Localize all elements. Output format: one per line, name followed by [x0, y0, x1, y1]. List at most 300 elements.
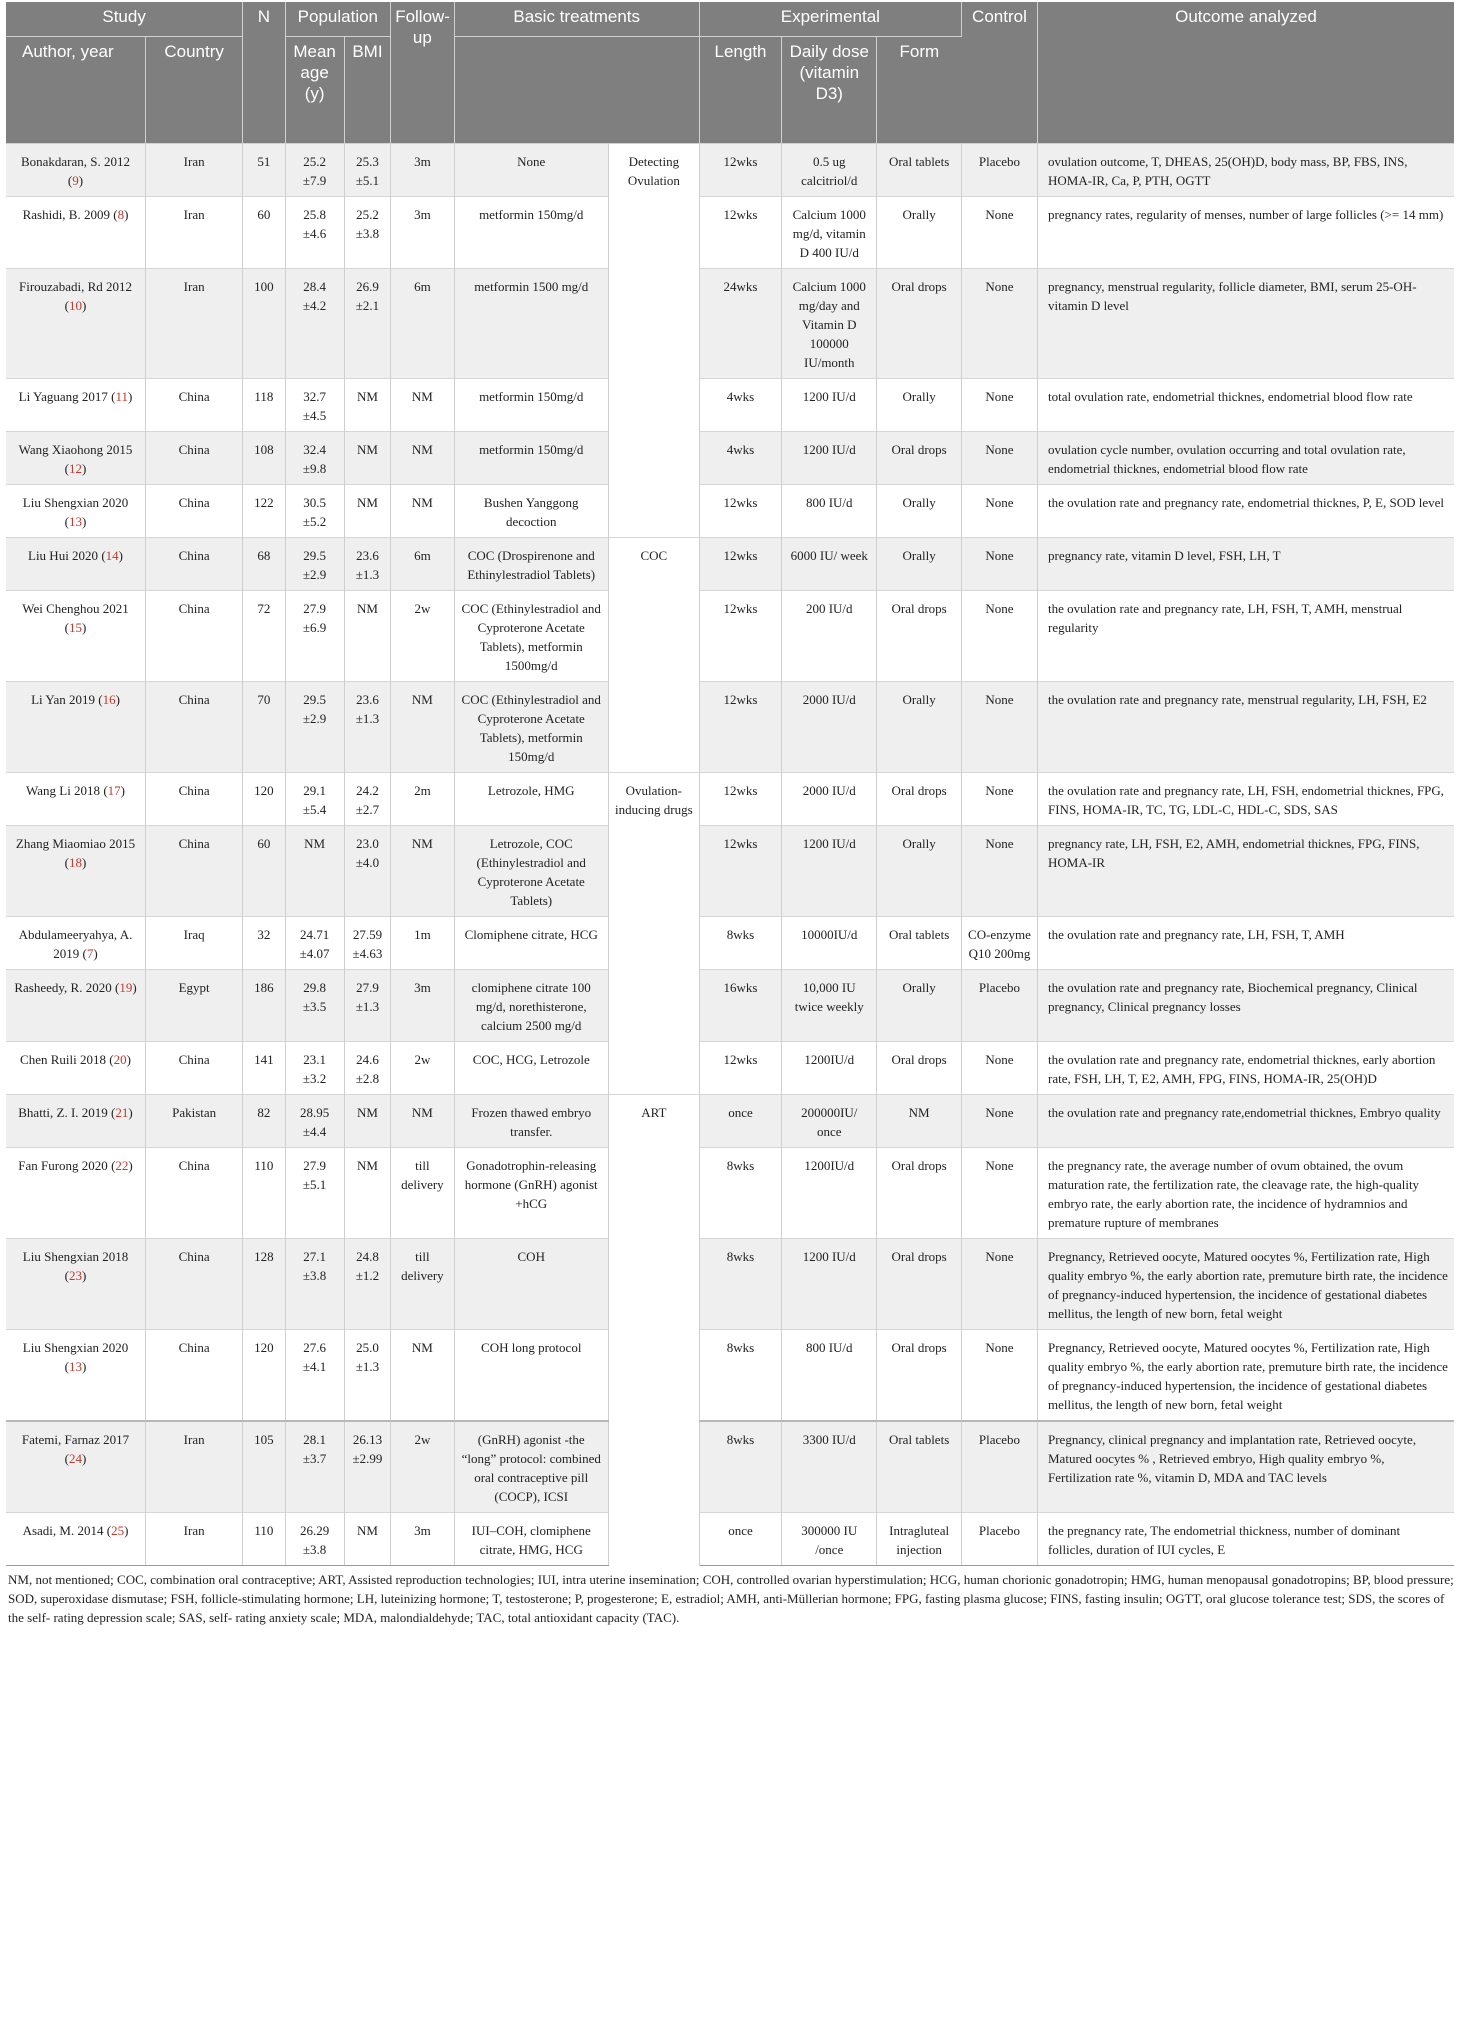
sample-size-cell: 122 — [243, 485, 285, 538]
reference-link[interactable]: 20 — [113, 1052, 127, 1067]
country-cell: Iran — [146, 1513, 243, 1566]
header-author-year: Author, year — [6, 37, 146, 144]
outcome-cell: the ovulation rate and pregnancy rate, LH, FSH, T, AMH, menstrual regularity — [1038, 591, 1455, 682]
length-cell: 16wks — [699, 970, 781, 1042]
author-name: Fan Furong 2020 — [18, 1158, 108, 1173]
table-row — [6, 1239, 1454, 1330]
study-author-year: Liu Shengxian 2020 (13) — [6, 485, 146, 538]
header-control: Control — [961, 2, 1037, 144]
study-author-year: Fan Furong 2020 (22) — [6, 1148, 146, 1239]
control-cell: Placebo — [961, 1421, 1037, 1513]
country-cell: China — [146, 379, 243, 432]
table-row — [6, 1042, 1454, 1095]
study-author-year: Asadi, M. 2014 (25) — [6, 1513, 146, 1566]
author-name: Wang Xiaohong 2015 — [18, 442, 133, 457]
form-cell: Orally — [877, 538, 962, 591]
country-cell: China — [146, 773, 243, 826]
sample-size-cell: 110 — [243, 1513, 285, 1566]
sample-size-cell: 100 — [243, 269, 285, 379]
form-cell: Orally — [877, 682, 962, 773]
mean-age-cell: 29.5 ±2.9 — [285, 682, 344, 773]
basic-treatment-cell: COC (Ethinylestradiol and Cyproterone Acetate Tablets), metformin 1500mg/d — [454, 591, 608, 682]
table-row — [6, 197, 1454, 269]
followup-cell: NM — [391, 1095, 454, 1148]
form-cell: Oral drops — [877, 432, 962, 485]
daily-dose-cell: 6000 IU/ week — [782, 538, 877, 591]
basic-treatment-cell: COC (Ethinylestradiol and Cyproterone Acetate Tablets), metformin 150mg/d — [454, 682, 608, 773]
country-cell: Iran — [146, 1421, 243, 1513]
study-author-year: Fatemi, Farnaz 2017 (24) — [6, 1421, 146, 1513]
daily-dose-cell: Calcium 1000 mg/day and Vitamin D 100000 IU/month — [782, 269, 877, 379]
table-row — [6, 1421, 1454, 1513]
form-cell: Oral drops — [877, 269, 962, 379]
length-cell: 12wks — [699, 485, 781, 538]
author-name: Liu Shengxian 2020 — [22, 495, 129, 510]
followup-cell: 3m — [391, 970, 454, 1042]
table-row — [6, 144, 1454, 197]
study-author-year: Firouzabadi, Rd 2012 (10) — [6, 269, 146, 379]
outcome-cell: the ovulation rate and pregnancy rate, Biochemical pregnancy, Clinical pregnancy, Clinical pregnancy losses — [1038, 970, 1455, 1042]
control-cell: None — [961, 1095, 1037, 1148]
outcome-cell: the ovulation rate and pregnancy rate, endometrial thicknes, early abortion rate, FSH, LH, T, E2, AMH, FPG, FINS, HOMA-IR, 25(OH)D — [1038, 1042, 1455, 1095]
length-cell: 12wks — [699, 682, 781, 773]
daily-dose-cell: 10,000 IU twice weekly — [782, 970, 877, 1042]
outcome-cell: pregnancy rate, vitamin D level, FSH, LH, T — [1038, 538, 1455, 591]
reference-link[interactable]: 10 — [69, 298, 82, 313]
outcome-cell: total ovulation rate, endometrial thicknes, endometrial blood flow rate — [1038, 379, 1455, 432]
header-bmi: BMI — [344, 37, 391, 144]
bmi-cell: 25.0 ±1.3 — [344, 1330, 391, 1422]
reference-link[interactable]: 19 — [119, 980, 133, 995]
outcome-cell: the ovulation rate and pregnancy rate,endometrial thicknes, Embryo quality — [1038, 1095, 1455, 1148]
mean-age-cell: 29.5 ±2.9 — [285, 538, 344, 591]
basic-treatment-cell: Letrozole, HMG — [454, 773, 608, 826]
reference-link[interactable]: 7 — [86, 946, 94, 961]
followup-cell: 1m — [391, 917, 454, 970]
study-author-year: Li Yan 2019 (16) — [6, 682, 146, 773]
sample-size-cell: 72 — [243, 591, 285, 682]
reference-link[interactable]: 22 — [115, 1158, 129, 1173]
outcome-cell: the ovulation rate and pregnancy rate, LH, FSH, T, AMH — [1038, 917, 1455, 970]
table-row — [6, 826, 1454, 917]
form-cell: Orally — [877, 826, 962, 917]
form-cell: Oral drops — [877, 1239, 962, 1330]
daily-dose-cell: 300000 IU /once — [782, 1513, 877, 1566]
table-row — [6, 773, 1454, 826]
table-body — [6, 144, 1454, 1566]
sample-size-cell: 120 — [243, 1330, 285, 1422]
length-cell: 12wks — [699, 538, 781, 591]
length-cell: 24wks — [699, 269, 781, 379]
mean-age-cell: 23.1 ±3.2 — [285, 1042, 344, 1095]
length-cell: 12wks — [699, 591, 781, 682]
treatment-group-label: COC — [608, 538, 699, 773]
form-cell: Oral drops — [877, 1042, 962, 1095]
mean-age-cell: 27.1 ±3.8 — [285, 1239, 344, 1330]
study-author-year: Liu Shengxian 2018 (23) — [6, 1239, 146, 1330]
reference-link[interactable]: 24 — [69, 1451, 82, 1466]
daily-dose-cell: 2000 IU/d — [782, 682, 877, 773]
basic-treatment-cell: (GnRH) agonist -the “long” protocol: combined oral contraceptive pill (COCP), ICSI — [454, 1421, 608, 1513]
length-cell: 8wks — [699, 917, 781, 970]
form-cell: Orally — [877, 379, 962, 432]
author-name: Li Yan 2019 — [31, 692, 95, 707]
country-cell: China — [146, 1330, 243, 1422]
mean-age-cell: 27.9 ±6.9 — [285, 591, 344, 682]
study-author-year: Wang Li 2018 (17) — [6, 773, 146, 826]
bmi-cell: NM — [344, 432, 391, 485]
sample-size-cell: 32 — [243, 917, 285, 970]
length-cell: 8wks — [699, 1330, 781, 1422]
followup-cell: NM — [391, 432, 454, 485]
followup-cell: 6m — [391, 269, 454, 379]
table-row — [6, 682, 1454, 773]
mean-age-cell: 32.4 ±9.8 — [285, 432, 344, 485]
followup-cell: 2m — [391, 773, 454, 826]
followup-cell: 2w — [391, 591, 454, 682]
author-name: Liu Shengxian 2018 — [22, 1249, 129, 1264]
header-n: N — [243, 2, 285, 144]
control-cell: CO-enzyme Q10 200mg — [961, 917, 1037, 970]
bmi-cell: 23.6 ±1.3 — [344, 538, 391, 591]
author-name: Firouzabadi, Rd 2012 — [18, 279, 132, 294]
daily-dose-cell: 1200IU/d — [782, 1148, 877, 1239]
daily-dose-cell: 1200 IU/d — [782, 432, 877, 485]
reference-link[interactable]: 17 — [107, 783, 121, 798]
mean-age-cell: 28.4 ±4.2 — [285, 269, 344, 379]
study-author-year: Wei Chenghou 2021 (15) — [6, 591, 146, 682]
author-name: Zhang Miaomiao 2015 — [15, 836, 136, 851]
control-cell: None — [961, 826, 1037, 917]
header-outcome: Outcome analyzed — [1038, 2, 1455, 144]
bmi-cell: 26.9 ±2.1 — [344, 269, 391, 379]
basic-treatment-cell: None — [454, 144, 608, 197]
study-author-year: Bonakdaran, S. 2012 (9) — [6, 144, 146, 197]
sample-size-cell: 51 — [243, 144, 285, 197]
author-name: Rashidi, B. 2009 — [22, 207, 110, 222]
bmi-cell: 23.6 ±1.3 — [344, 682, 391, 773]
outcome-cell: ovulation outcome, T, DHEAS, 25(OH)D, body mass, BP, FBS, INS, HOMA-IR, Ca, P, PTH, OGTT — [1038, 144, 1455, 197]
sample-size-cell: 60 — [243, 197, 285, 269]
mean-age-cell: 27.9 ±5.1 — [285, 1148, 344, 1239]
bmi-cell: NM — [344, 379, 391, 432]
header-basic-treatments: Basic treatments — [454, 2, 699, 37]
followup-cell: NM — [391, 682, 454, 773]
bmi-cell: 24.6 ±2.8 — [344, 1042, 391, 1095]
mean-age-cell: 25.8 ±4.6 — [285, 197, 344, 269]
followup-cell: 2w — [391, 1042, 454, 1095]
country-cell: China — [146, 485, 243, 538]
table-row — [6, 1148, 1454, 1239]
country-cell: Iran — [146, 269, 243, 379]
reference-link[interactable]: 16 — [102, 692, 116, 707]
mean-age-cell: NM — [285, 826, 344, 917]
table-row — [6, 485, 1454, 538]
header-daily-dose: Daily dose (vitamin D3) — [782, 37, 877, 144]
country-cell: China — [146, 682, 243, 773]
length-cell: 12wks — [699, 144, 781, 197]
sample-size-cell: 120 — [243, 773, 285, 826]
country-cell: Iraq — [146, 917, 243, 970]
author-name: Wang Li 2018 — [26, 783, 101, 798]
table-row — [6, 538, 1454, 591]
basic-treatment-cell: IUI–COH, clomiphene citrate, HMG, HCG — [454, 1513, 608, 1566]
author-name: Chen Ruili 2018 — [20, 1052, 106, 1067]
basic-treatment-cell: metformin 150mg/d — [454, 197, 608, 269]
reference-link[interactable]: 13 — [69, 1359, 82, 1374]
control-cell: Placebo — [961, 144, 1037, 197]
mean-age-cell: 25.2 ±7.9 — [285, 144, 344, 197]
basic-treatment-cell: metformin 150mg/d — [454, 432, 608, 485]
daily-dose-cell: 2000 IU/d — [782, 773, 877, 826]
header-experimental: Experimental — [699, 2, 961, 37]
reference-link[interactable]: 18 — [69, 855, 82, 870]
country-cell: China — [146, 538, 243, 591]
control-cell: None — [961, 485, 1037, 538]
country-cell: Iran — [146, 144, 243, 197]
length-cell: 12wks — [699, 773, 781, 826]
basic-treatment-cell: Frozen thawed embryo transfer. — [454, 1095, 608, 1148]
bmi-cell: NM — [344, 1095, 391, 1148]
control-cell: None — [961, 1239, 1037, 1330]
length-cell: 4wks — [699, 379, 781, 432]
author-name: Bhatti, Z. I. 2019 — [18, 1105, 108, 1120]
form-cell: Orally — [877, 970, 962, 1042]
outcome-cell: Pregnancy, clinical pregnancy and implantation rate, Retrieved oocyte, Matured oocytes % , Retrieved embryo, High quality embryo %, Fertilization rate %, vitamin D, MDA and TAC levels — [1038, 1421, 1455, 1513]
reference-link[interactable]: 25 — [111, 1523, 125, 1538]
length-cell: once — [699, 1513, 781, 1566]
bmi-cell: NM — [344, 1148, 391, 1239]
control-cell: None — [961, 1330, 1037, 1422]
bmi-cell: 24.8 ±1.2 — [344, 1239, 391, 1330]
table-row — [6, 917, 1454, 970]
followup-cell: NM — [391, 826, 454, 917]
control-cell: None — [961, 1148, 1037, 1239]
daily-dose-cell: 0.5 ug calcitriol/d — [782, 144, 877, 197]
basic-treatment-cell: COH long protocol — [454, 1330, 608, 1422]
control-cell: None — [961, 269, 1037, 379]
reference-link[interactable]: 9 — [72, 173, 79, 188]
country-cell: Egypt — [146, 970, 243, 1042]
study-author-year: Rashidi, B. 2009 (8) — [6, 197, 146, 269]
study-author-year: Chen Ruili 2018 (20) — [6, 1042, 146, 1095]
header-followup: Follow-up — [391, 2, 454, 144]
control-cell: None — [961, 773, 1037, 826]
daily-dose-cell: 1200IU/d — [782, 1042, 877, 1095]
followup-cell: NM — [391, 485, 454, 538]
basic-treatment-cell: metformin 150mg/d — [454, 379, 608, 432]
daily-dose-cell: 1200 IU/d — [782, 379, 877, 432]
country-cell: China — [146, 432, 243, 485]
form-cell: Oral drops — [877, 1148, 962, 1239]
mean-age-cell: 26.29 ±3.8 — [285, 1513, 344, 1566]
form-cell: Oral drops — [877, 773, 962, 826]
country-cell: China — [146, 826, 243, 917]
header-population: Population — [285, 2, 391, 37]
reference-link[interactable]: 15 — [69, 620, 82, 635]
daily-dose-cell: 3300 IU/d — [782, 1421, 877, 1513]
treatment-group-label: ART — [608, 1095, 699, 1566]
length-cell: 12wks — [699, 197, 781, 269]
outcome-cell: pregnancy rate, LH, FSH, E2, AMH, endometrial thicknes, FPG, FINS, HOMA-IR — [1038, 826, 1455, 917]
form-cell: Oral tablets — [877, 1421, 962, 1513]
country-cell: Pakistan — [146, 1095, 243, 1148]
author-name: Li Yaguang 2017 — [18, 389, 108, 404]
table-row — [6, 970, 1454, 1042]
table-row — [6, 432, 1454, 485]
author-name: Fatemi, Farnaz 2017 — [21, 1432, 130, 1447]
header-length: Length — [699, 37, 781, 144]
study-author-year: Rasheedy, R. 2020 (19) — [6, 970, 146, 1042]
length-cell: once — [699, 1095, 781, 1148]
sample-size-cell: 60 — [243, 826, 285, 917]
form-cell: Intragluteal injection — [877, 1513, 962, 1566]
study-author-year: Wang Xiaohong 2015 (12) — [6, 432, 146, 485]
followup-cell: 6m — [391, 538, 454, 591]
table-row — [6, 379, 1454, 432]
header-country: Country — [146, 37, 243, 144]
sample-size-cell: 70 — [243, 682, 285, 773]
sample-size-cell: 108 — [243, 432, 285, 485]
sample-size-cell: 118 — [243, 379, 285, 432]
sample-size-cell: 128 — [243, 1239, 285, 1330]
bmi-cell: NM — [344, 1513, 391, 1566]
form-cell: Oral tablets — [877, 917, 962, 970]
table-container — [6, 2, 1454, 1627]
basic-treatment-cell: metformin 1500 mg/d — [454, 269, 608, 379]
table-row — [6, 1513, 1454, 1566]
table-footnote: NM, not mentioned; COC, combination oral contraceptive; ART, Assisted reproduction technologies; IUI, intra uterine insemination; COH, controlled ovarian hyperstimulation; HCG, human chorionic gonadotropin; HMG, human menopausal gonadotropins; BP, blood pressure; SOD, superoxidase dismutase; FSH, follicle-stimulating hormone; LH, luteinizing hormone; T, testosterone; P, progesterone; E, estradiol; AMH, anti-Müllerian hormone; FPG, fasting plasma glucose; FINS, fasting insulin; OGTT, oral glucose tolerance test; SDS, the scores of the self- rating depression scale; SAS, self- rating anxiety scale; MDA, malondialdehyde; TAC, total antioxidant capacity (TAC). — [8, 1572, 1454, 1625]
sample-size-cell: 110 — [243, 1148, 285, 1239]
followup-cell: till delivery — [391, 1148, 454, 1239]
control-cell: None — [961, 197, 1037, 269]
reference-link[interactable]: 11 — [115, 389, 128, 404]
mean-age-cell: 29.8 ±3.5 — [285, 970, 344, 1042]
basic-treatment-cell: Letrozole, COC (Ethinylestradiol and Cyproterone Acetate Tablets) — [454, 826, 608, 917]
outcome-cell: the ovulation rate and pregnancy rate, endometrial thicknes, P, E, SOD level — [1038, 485, 1455, 538]
author-name: Liu Hui 2020 — [28, 548, 99, 563]
daily-dose-cell: 1200 IU/d — [782, 1239, 877, 1330]
daily-dose-cell: 1200 IU/d — [782, 826, 877, 917]
control-cell: None — [961, 432, 1037, 485]
basic-treatment-cell: Clomiphene citrate, HCG — [454, 917, 608, 970]
mean-age-cell: 30.5 ±5.2 — [285, 485, 344, 538]
treatment-group-label: Detecting Ovulation — [608, 144, 699, 538]
country-cell: China — [146, 1042, 243, 1095]
sample-size-cell: 105 — [243, 1421, 285, 1513]
reference-link[interactable]: 23 — [69, 1268, 82, 1283]
study-author-year: Bhatti, Z. I. 2019 (21) — [6, 1095, 146, 1148]
header-basic-sub — [454, 37, 699, 144]
treatment-group-label: Ovulation-inducing drugs — [608, 773, 699, 1095]
followup-cell: 2w — [391, 1421, 454, 1513]
reference-link[interactable]: 21 — [115, 1105, 129, 1120]
author-name: Abdulameeryahya, A. 2019 — [18, 927, 133, 961]
followup-cell: 3m — [391, 1513, 454, 1566]
study-author-year: Abdulameeryahya, A. 2019 (7) — [6, 917, 146, 970]
outcome-cell: the ovulation rate and pregnancy rate, menstrual regularity, LH, FSH, E2 — [1038, 682, 1455, 773]
daily-dose-cell: 800 IU/d — [782, 1330, 877, 1422]
reference-link[interactable]: 12 — [69, 461, 82, 476]
control-cell: None — [961, 538, 1037, 591]
followup-cell: 3m — [391, 197, 454, 269]
country-cell: Iran — [146, 197, 243, 269]
followup-cell: till delivery — [391, 1239, 454, 1330]
study-author-year: Li Yaguang 2017 (11) — [6, 379, 146, 432]
length-cell: 8wks — [699, 1421, 781, 1513]
length-cell: 4wks — [699, 432, 781, 485]
outcome-cell: pregnancy, menstrual regularity, follicle diameter, BMI, serum 25-OH-vitamin D level — [1038, 269, 1455, 379]
daily-dose-cell: 200 IU/d — [782, 591, 877, 682]
length-cell: 8wks — [699, 1148, 781, 1239]
reference-link[interactable]: 14 — [105, 548, 119, 563]
control-cell: None — [961, 682, 1037, 773]
basic-treatment-cell: clomiphene citrate 100 mg/d, norethisterone, calcium 2500 mg/d — [454, 970, 608, 1042]
outcome-cell: ovulation cycle number, ovulation occurring and total ovulation rate, endometrial thicknes, endometrial blood flow rate — [1038, 432, 1455, 485]
outcome-cell: the pregnancy rate, The endometrial thickness, number of dominant follicles, duration of IUI cycles, E — [1038, 1513, 1455, 1566]
mean-age-cell: 32.7 ±4.5 — [285, 379, 344, 432]
reference-link[interactable]: 13 — [69, 514, 82, 529]
sample-size-cell: 82 — [243, 1095, 285, 1148]
header-mean-age: Mean age (y) — [285, 37, 344, 144]
control-cell: Placebo — [961, 1513, 1037, 1566]
sample-size-cell: 68 — [243, 538, 285, 591]
country-cell: China — [146, 591, 243, 682]
basic-treatment-cell: Bushen Yanggong decoction — [454, 485, 608, 538]
daily-dose-cell: 10000IU/d — [782, 917, 877, 970]
bmi-cell: 23.0 ±4.0 — [344, 826, 391, 917]
header-study: Study — [6, 2, 243, 37]
mean-age-cell: 28.95 ±4.4 — [285, 1095, 344, 1148]
outcome-cell: pregnancy rates, regularity of menses, number of large follicles (>= 14 mm) — [1038, 197, 1455, 269]
control-cell: Placebo — [961, 970, 1037, 1042]
daily-dose-cell: Calcium 1000 mg/d, vitamin D 400 IU/d — [782, 197, 877, 269]
outcome-cell: Pregnancy, Retrieved oocyte, Matured oocytes %, Fertilization rate, High quality embryo %, the early abortion rate, premuture birth rate, the incidence of pregnancy-induced hypertension, the incidence of gestational diabetes mellitus, the length of new born, fetal weight — [1038, 1330, 1455, 1422]
author-name: Wei Chenghou 2021 — [22, 601, 129, 616]
form-cell: Oral tablets — [877, 144, 962, 197]
bmi-cell: 27.59 ±4.63 — [344, 917, 391, 970]
basic-treatment-cell: Gonadotrophin-releasing hormone (GnRH) agonist +hCG — [454, 1148, 608, 1239]
length-cell: 12wks — [699, 1042, 781, 1095]
author-name: Rasheedy, R. 2020 — [14, 980, 112, 995]
daily-dose-cell: 800 IU/d — [782, 485, 877, 538]
header-form: Form — [877, 37, 962, 144]
bmi-cell: 24.2 ±2.7 — [344, 773, 391, 826]
control-cell: None — [961, 379, 1037, 432]
outcome-cell: the pregnancy rate, the average number of ovum obtained, the ovum maturation rate, the fertilization rate, the cleavage rate, the high-quality embryo rate, the early abortion rate, the incidence of hydramnios and premature rupture of membranes — [1038, 1148, 1455, 1239]
form-cell: Oral drops — [877, 1330, 962, 1422]
bmi-cell: 26.13 ±2.99 — [344, 1421, 391, 1513]
table-row — [6, 269, 1454, 379]
bmi-cell: 25.3 ±5.1 — [344, 144, 391, 197]
daily-dose-cell: 200000IU/ once — [782, 1095, 877, 1148]
study-author-year: Zhang Miaomiao 2015 (18) — [6, 826, 146, 917]
country-cell: China — [146, 1148, 243, 1239]
length-cell: 12wks — [699, 826, 781, 917]
reference-link[interactable]: 8 — [117, 207, 125, 222]
followup-cell: NM — [391, 1330, 454, 1422]
table-row — [6, 591, 1454, 682]
outcome-cell: Pregnancy, Retrieved oocyte, Matured oocytes %, Fertilization rate, High quality embryo %, the early abortion rate, premuture birth rate, the incidence of pregnancy-induced hypertension, the incidence of gestational diabetes mellitus, the length of new born, fetal weight — [1038, 1239, 1455, 1330]
control-cell: None — [961, 591, 1037, 682]
basic-treatment-cell: COC, HCG, Letrozole — [454, 1042, 608, 1095]
followup-cell: NM — [391, 379, 454, 432]
study-author-year: Liu Shengxian 2020 (13) — [6, 1330, 146, 1422]
author-name: Liu Shengxian 2020 — [22, 1340, 129, 1355]
form-cell: Orally — [877, 485, 962, 538]
basic-treatment-cell: COH — [454, 1239, 608, 1330]
mean-age-cell: 29.1 ±5.4 — [285, 773, 344, 826]
